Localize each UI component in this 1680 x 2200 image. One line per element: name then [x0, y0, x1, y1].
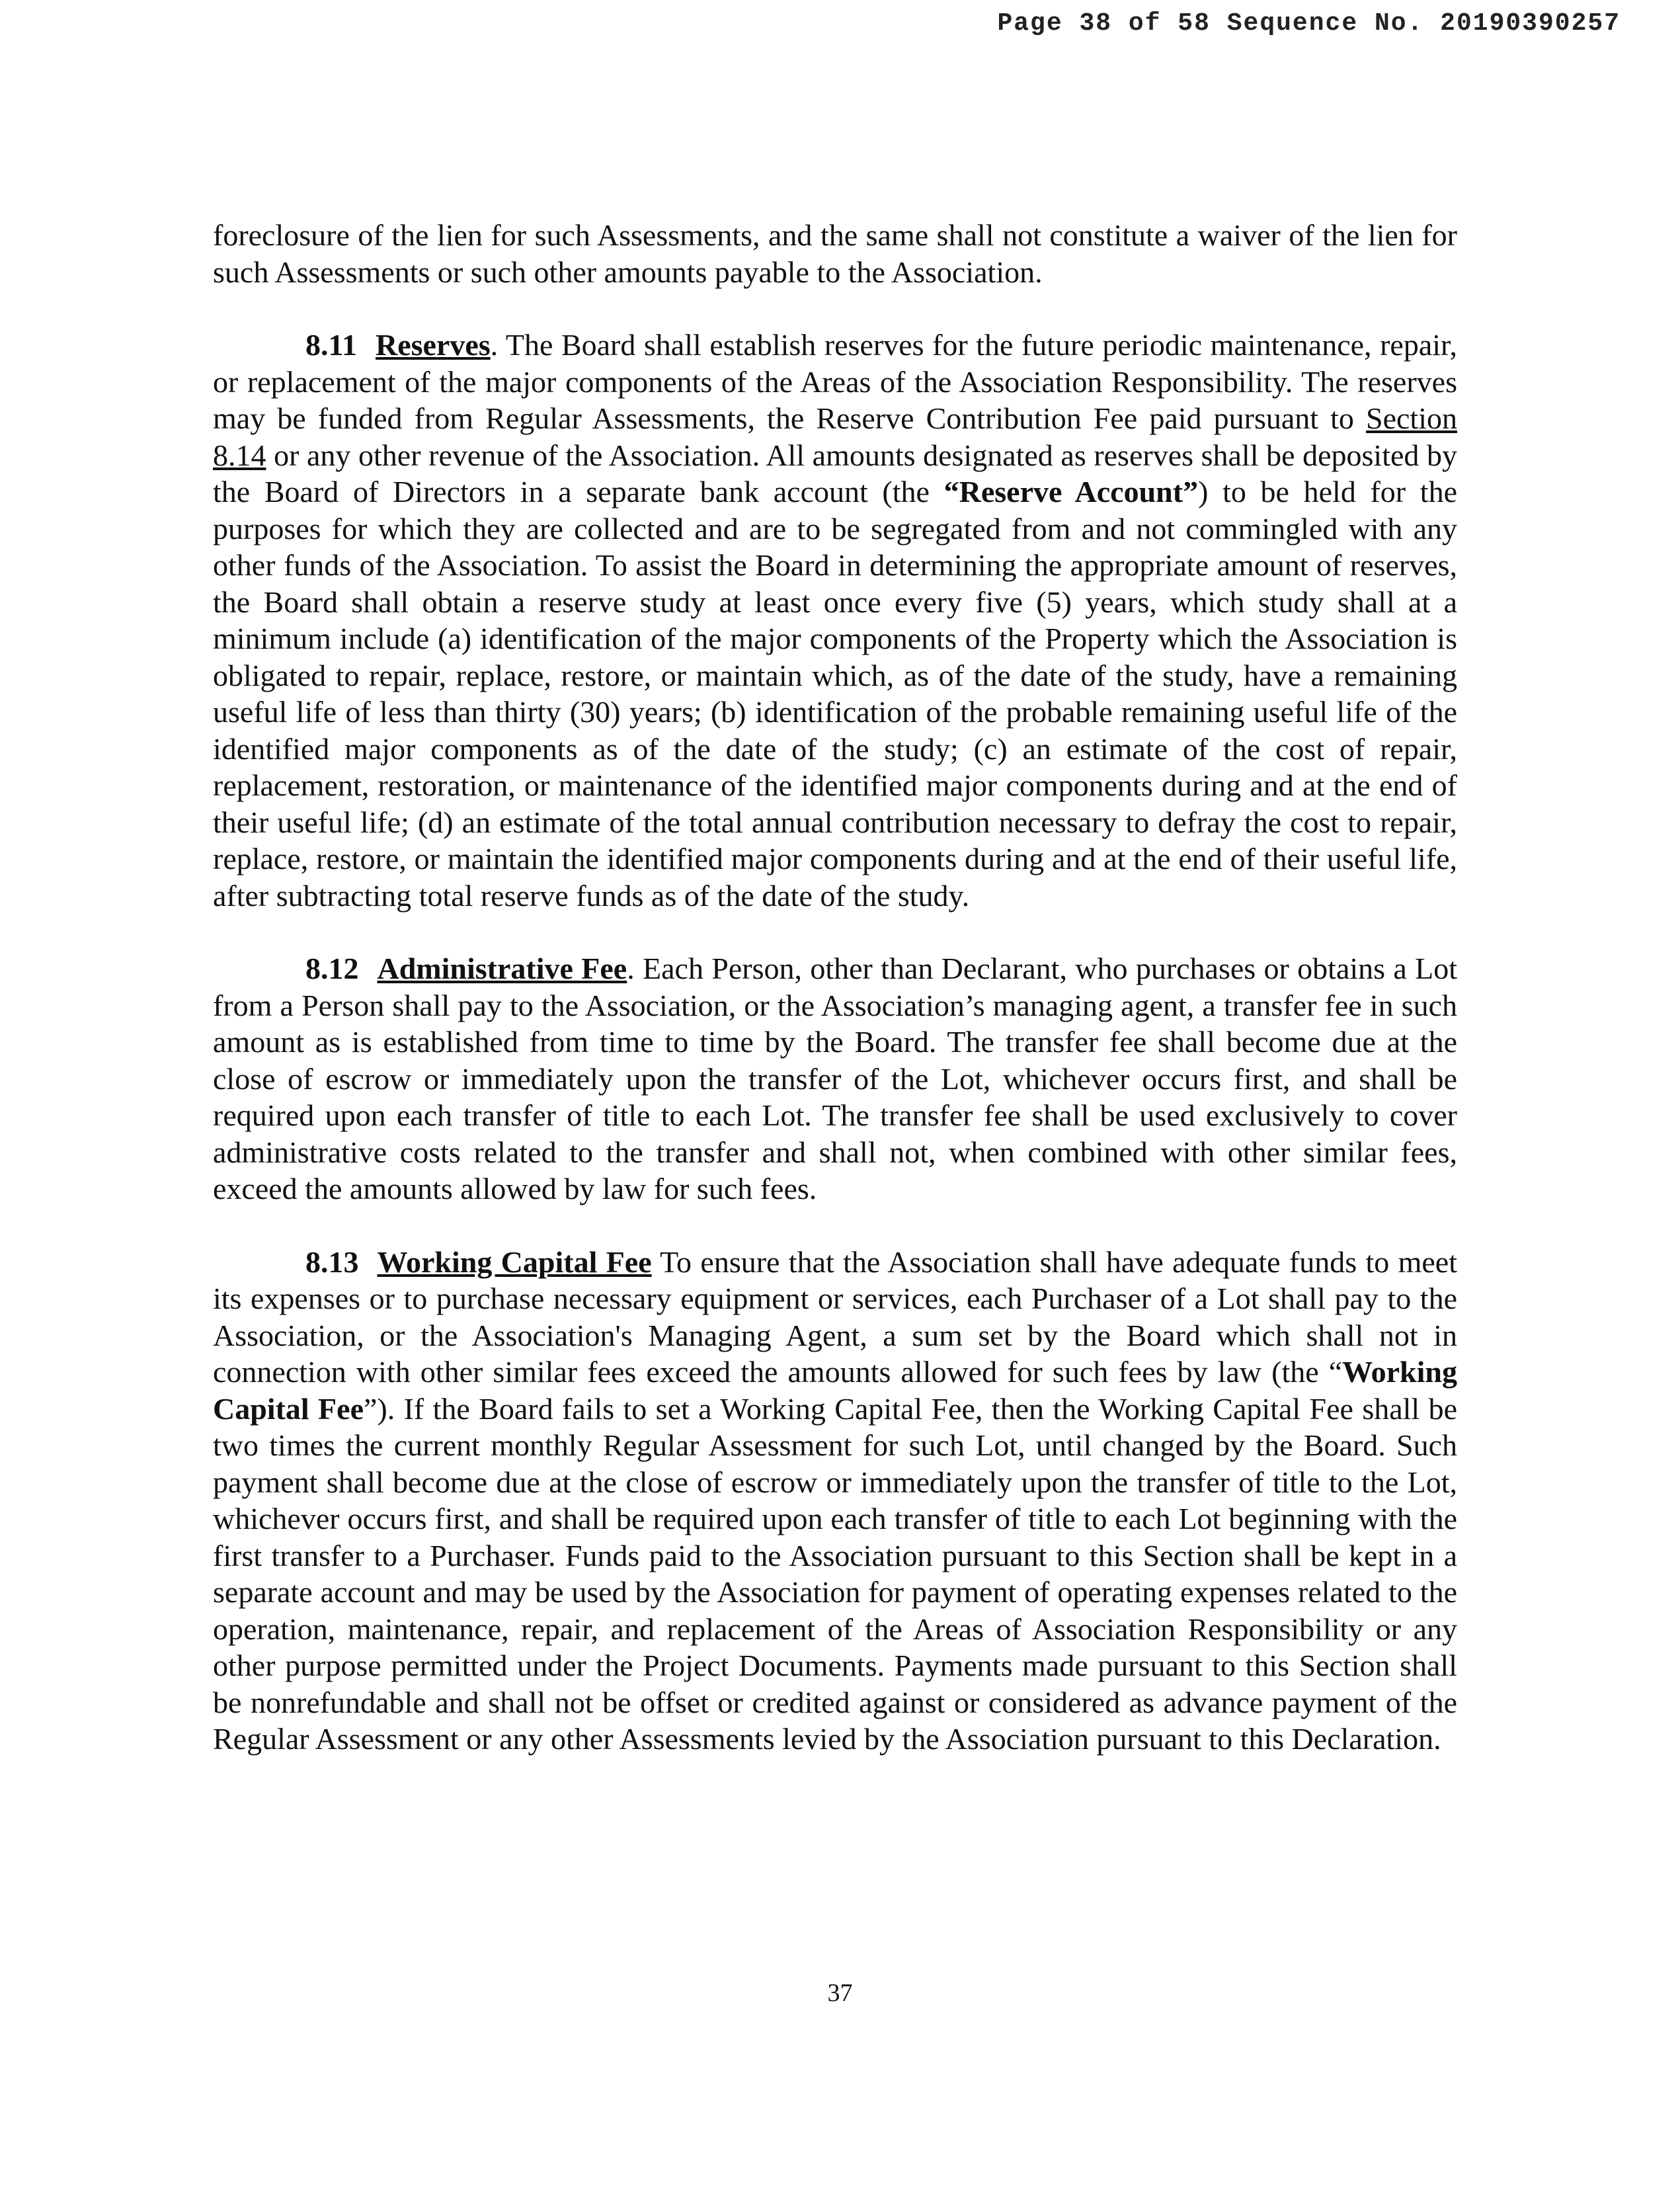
section-text: or any other revenue of the Association. All amounts designated as reserves shall be deposited by the Board of Directors in a separate bank account (the	[213, 438, 1457, 509]
defined-term: “Reserve Account”	[943, 475, 1199, 509]
section-text: . Each Person, other than Declarant, who purchases or obtains a Lot from a Person shall pay to the Association, or the Association’s managing agent, a transfer fee in such amount as is established from time to time by the Board. The transfer fee shall become due at the close of escrow or immediately upon the transfer of the Lot, whichever occurs first, and shall be required upon each transfer of title to each Lot. The transfer fee shall be used exclusively to cover administrative costs related to the transfer and shall not, when combined with other similar fees, exceed the amounts allowed by law for such fees.	[213, 952, 1457, 1205]
document-body	[213, 217, 1457, 1794]
section-title: Administrative Fee	[377, 952, 627, 985]
section-text: . The Board shall establish reserves for the future periodic maintenance, repair, or replacement of the major components of the Areas of the Association Responsibility. The reserves may be funded from Regular Assessments, the Reserve Contribution Fee paid pursuant to	[213, 328, 1457, 435]
paragraph-continuation: foreclosure of the lien for such Assessments, and the same shall not constitute a waiver of the lien for such Assessments or such other amounts payable to the Association.	[213, 218, 1457, 289]
section-reference: Section 8.14	[213, 401, 1457, 472]
section-text: To ensure that the Association shall have adequate funds to meet its expenses or to purchase necessary equipment or services, each Purchaser of a Lot shall pay to the Association, or the Association's Managing Agent, a sum set by the Board which shall not in connection with other similar fees exceed the amounts allowed for such fees by law (the “	[213, 1244, 1457, 1389]
section-text: ) to be held for the purposes for which they are collected and are to be segregated from and not commingled with any other funds of the Association. To assist the Board in determining the appropriate amount of reserves, the Board shall obtain a reserve study at least once every five (5) years, which study shall at a minimum include (a) identification of the major components of the Property which the Association is obligated to repair, replace, restore, or maintain which, as of the date of the study, have a remaining useful life of less than thirty (30) years; (b) identification of the probable remaining useful life of the identified major components as of the date of the study; (c) an estimate of the cost of repair, replacement, restoration, or maintenance of the identified major components during and at the end of their useful life; (d) an estimate of the total annual contribution necessary to defray the cost to repair, replace, restore, or maintain the identified major components during and at the end of their useful life, after subtracting total reserve funds as of the date of the study.	[213, 475, 1457, 913]
section-title: Reserves	[375, 328, 491, 362]
section-number: 8.12	[305, 952, 359, 985]
page-sequence-stamp: Page 38 of 58 Sequence No. 20190390257	[997, 9, 1620, 38]
defined-term: Working Capital Fee	[213, 1355, 1457, 1426]
section-title: Working Capital Fee	[377, 1244, 652, 1279]
section-number: 8.11	[305, 328, 357, 362]
section-8-12	[213, 950, 1457, 1207]
section-number: 8.13	[305, 1244, 359, 1279]
section-text: ”). If the Board fails to set a Working Capital Fee, then the Working Capital Fee shall be two times the current monthly Regular Assessment for such Lot, until changed by the Board. Such payment shall become due at the close of escrow or immediately upon the transfer of title to the Lot, whichever occurs first, and shall be required upon each transfer of title to each Lot beginning with the first transfer to a Purchaser. Funds paid to the Association pursuant to this Section shall be kept in a separate account and may be used by the Association for payment of operating expenses related to the operation, maintenance, repair, and replacement of the Areas of Association Responsibility or any other purpose permitted under the Project Documents. Payments made pursuant to this Section shall be nonrefundable and shall not be offset or credited against or considered as advance payment of the Regular Assessment or any other Assessments levied by the Association pursuant to this Declaration.	[213, 1391, 1457, 1756]
section-8-13	[213, 1244, 1457, 1758]
page-number: 37	[827, 1979, 853, 2007]
section-8-11	[213, 327, 1457, 914]
